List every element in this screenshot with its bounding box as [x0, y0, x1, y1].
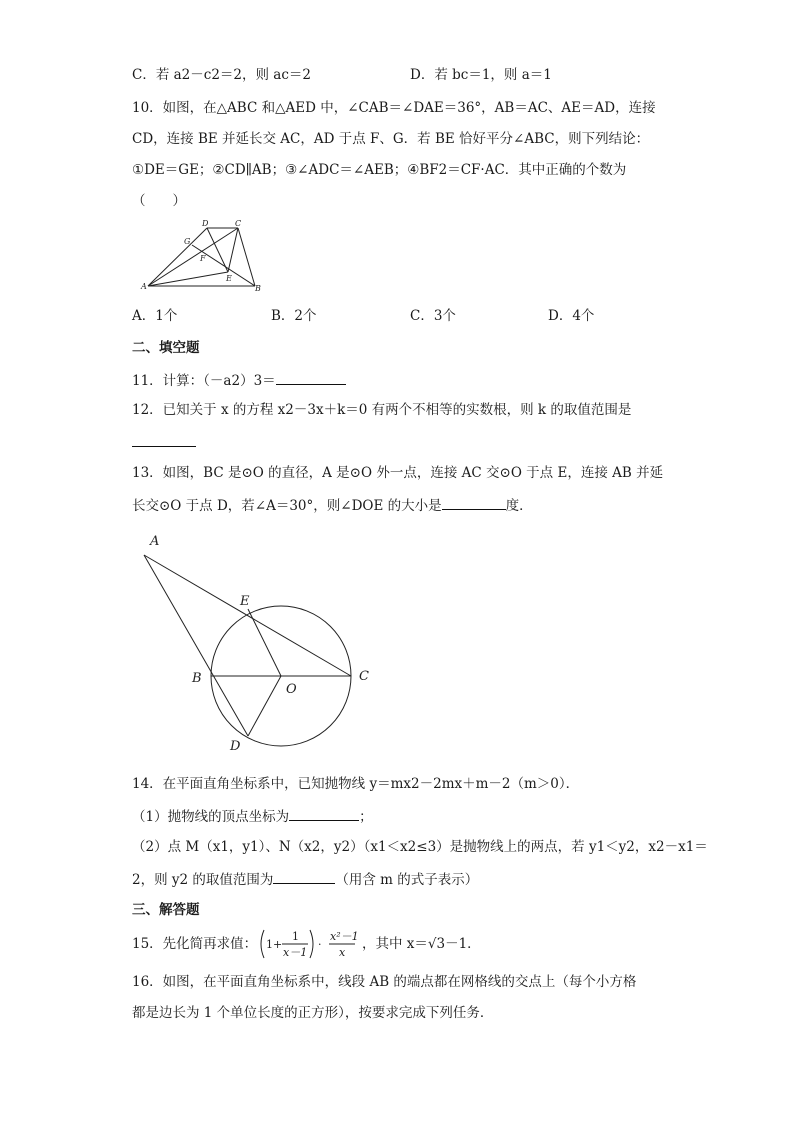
q10-line2: CD，连接 BE 并延长交 AC，AD 于点 F、G．若 BE 恰好平分∠ABC，则下列结论：: [132, 131, 650, 147]
q13-line1: 13．如图，BC 是⊙O 的直径，A 是⊙O 外一点，连接 AC 交⊙O 于点 E，连接 AB 并延: [132, 465, 664, 481]
q13-label-o: O: [286, 682, 297, 697]
q9-option-d: D．若 bc＝1，则 a＝1: [410, 67, 552, 83]
q14-line2b: ；: [359, 809, 373, 825]
q10-label-b: B: [255, 284, 261, 293]
q11-text: 11．计算：（－a2）3＝: [132, 373, 276, 389]
q14-part1-answer-blank[interactable]: [289, 806, 359, 821]
q15-suffix: ，其中 x＝√3－1．: [362, 936, 481, 952]
q16-line2: 都是边长为 1 个单位长度的正方形），按要求完成下列任务．: [132, 1005, 494, 1021]
section-solve-title: 三、解答题: [132, 902, 200, 918]
q13-label-b: B: [192, 671, 202, 686]
q13-label-a: A: [150, 534, 160, 549]
q10-label-a: A: [141, 282, 147, 291]
q14-part2-answer-blank[interactable]: [273, 869, 335, 884]
q10-line3: ①DE＝GE；②CD∥AB；③∠ADC＝∠AEB；④BF2＝CF·AC．其中正确的个数为: [132, 162, 627, 178]
section-fill-in-title: 二、填空题: [132, 340, 200, 356]
q10-label-c: C: [235, 219, 242, 228]
q10-answer-paren: （ ）: [132, 193, 186, 209]
q10-label-e: E: [226, 274, 232, 283]
q14-part1: [132, 806, 373, 826]
q13-figure: [130, 525, 380, 755]
q15-frac2-den: x: [339, 946, 346, 959]
q13-answer-blank[interactable]: [442, 495, 506, 510]
q12-answer-blank[interactable]: [132, 432, 196, 447]
q11-answer-blank[interactable]: [276, 370, 346, 385]
q14-line2a: （1）抛物线的顶点坐标为: [132, 809, 290, 825]
q10-option-b: B．2个: [271, 308, 317, 324]
q15-expression: [256, 926, 376, 962]
q15-frac1-den: x－1: [283, 946, 308, 959]
q15-frac1-num: 1: [292, 930, 299, 943]
q13-label-d: D: [230, 739, 241, 754]
q15-frac2-num: x²－1: [330, 930, 359, 943]
q14-part2: [132, 869, 478, 889]
q13-line2b: 度．: [505, 498, 533, 514]
q10-option-d: D．4个: [548, 308, 595, 324]
q13: [132, 495, 533, 515]
q10-label-d: D: [202, 219, 209, 228]
q14-line3: （2）点 M（x1，y1）、N（x2，y2）（x1＜x2≤3）是抛物线上的两点，若 y1＜y2，x2－x1＝: [132, 839, 708, 855]
q14-line4b: （用含 m 的式子表示）: [335, 872, 479, 888]
q10-figure: [140, 215, 270, 295]
q9-option-c: C．若 a2－c2＝2，则 ac＝2: [132, 67, 311, 83]
q10-option-c: C．3个: [410, 308, 456, 324]
q13-line2a: 长交⊙O 于点 D，若∠A＝30°，则∠DOE 的大小是: [132, 498, 442, 514]
q15-one: 1: [266, 938, 273, 951]
q16-line1: 16．如图，在平面直角坐标系中，线段 AB 的端点都在网格线的交点上（每个小方格: [132, 974, 637, 990]
q10-line1: 10．如图，在△ABC 和△AED 中，∠CAB＝∠DAE＝36°，AB＝AC、AE＝AD，连接: [132, 100, 656, 116]
q11: [132, 370, 346, 390]
q14-line1: 14．在平面直角坐标系中，已知抛物线 y＝mx2－2mx＋m－2（m＞0）．: [132, 776, 580, 792]
q12-text: 12．已知关于 x 的方程 x2－3x＋k＝0 有两个不相等的实数根，则 k 的取值范围是: [132, 402, 632, 418]
q10-label-f: F: [200, 254, 206, 263]
q13-label-c: C: [359, 669, 369, 684]
q15-plus: +: [273, 938, 283, 951]
q14-line4a: 2，则 y2 的取值范围为: [132, 872, 274, 888]
q15-dot: ·: [318, 938, 322, 951]
q15-prefix: 15．先化简再求值：: [132, 936, 258, 952]
q10-option-a: A．1个: [132, 308, 178, 324]
q10-label-g: G: [184, 237, 191, 246]
q13-label-e: E: [240, 594, 250, 609]
